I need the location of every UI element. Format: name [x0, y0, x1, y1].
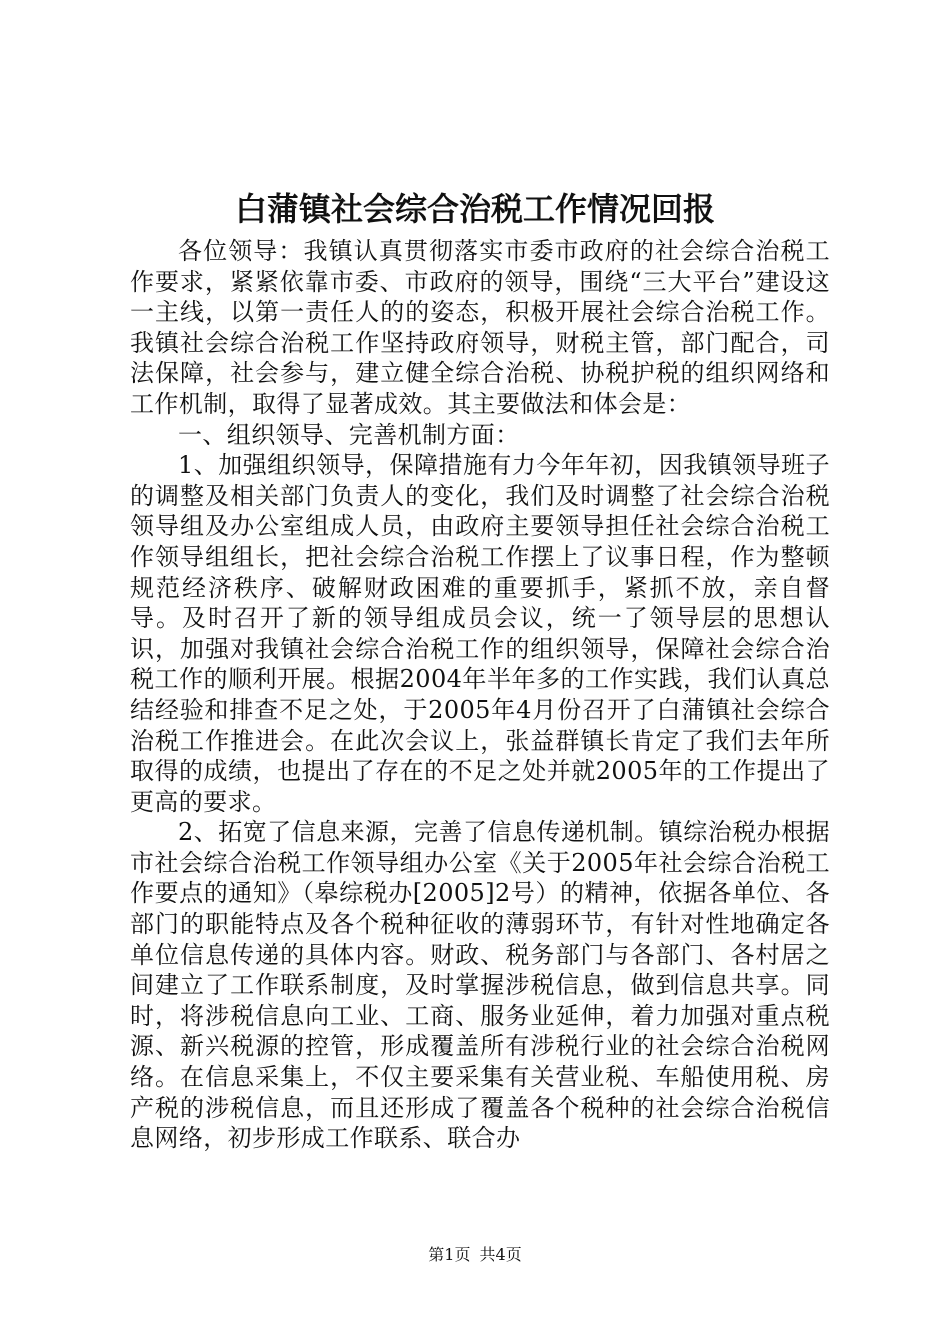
paragraph-information: 2、拓宽了信息来源，完善了信息传递机制。镇综治税办根据市社会综合治税工作领导组办公室《关于2005年社会综合治税工作要点的通知》（皋综税办[2005]2号）的精神，依据各单位、各部门的职能特点及各个税种征收的薄弱环节，有针对性地确定各单位信息传递的具体内容。财政、税务部门与各部门、各村居之间建立了工作联系制度，及时掌握涉税信息，做到信息共享。同时，将涉税信息向工业、工商、服务业延伸，着力加强对重点税源、新兴税源的控管，形成覆盖所有涉税行业的社会综合治税网络。在信息采集上，不仅主要采集有关营业税、车船使用税、房产税的涉税信息，而且还形成了覆盖各个税种的社会综合治税信息网络，初步形成工作联系、联合办 [130, 818, 830, 1153]
paragraph-greeting: 各位领导：我镇认真贯彻落实市委市政府的社会综合治税工作要求，紧紧依靠市委、市政府的领导，围绕“三大平台”建设这一主线，以第一责任人的的姿态，积极开展社会综合治税工作。我镇社会综合治税工作坚持政府领导，财税主管，部门配合，司法保障，社会参与，建立健全综合治税、协税护税的组织网络和工作机制，取得了显著成效。其主要做法和体会是： [130, 237, 830, 418]
page-total: 共4页 [479, 1245, 522, 1264]
page-footer [0, 1244, 950, 1266]
document-title: 白蒲镇社会综合治税工作情况回报 [234, 190, 715, 228]
section-heading-organization: 一、组织领导、完善机制方面： [178, 420, 520, 449]
page-number: 第1页 [428, 1245, 471, 1264]
document-body [130, 236, 830, 1154]
paragraph-leadership: 1、加强组织领导，保障措施有力今年年初，因我镇领导班子的调整及相关部门负责人的变化，我们及时调整了社会综合治税领导组及办公室组成人员，由政府主要领导担任社会综合治税工作领导组组长，把社会综合治税工作摆上了议事日程，作为整顿规范经济秩序、破解财政困难的重要抓手，紧抓不放，亲自督导。及时召开了新的领导组成员会议，统一了领导层的思想认识，加强对我镇社会综合治税工作的组织领导，保障社会综合治税工作的顺利开展。根据2004年半年多的工作实践，我们认真总结经验和排查不足之处，于2005年4月份召开了白蒲镇社会综合治税工作推进会。在此次会议上，张益群镇长肯定了我们去年所取得的成绩，也提出了存在的不足之处并就2005年的工作提出了更高的要求。 [130, 451, 830, 816]
